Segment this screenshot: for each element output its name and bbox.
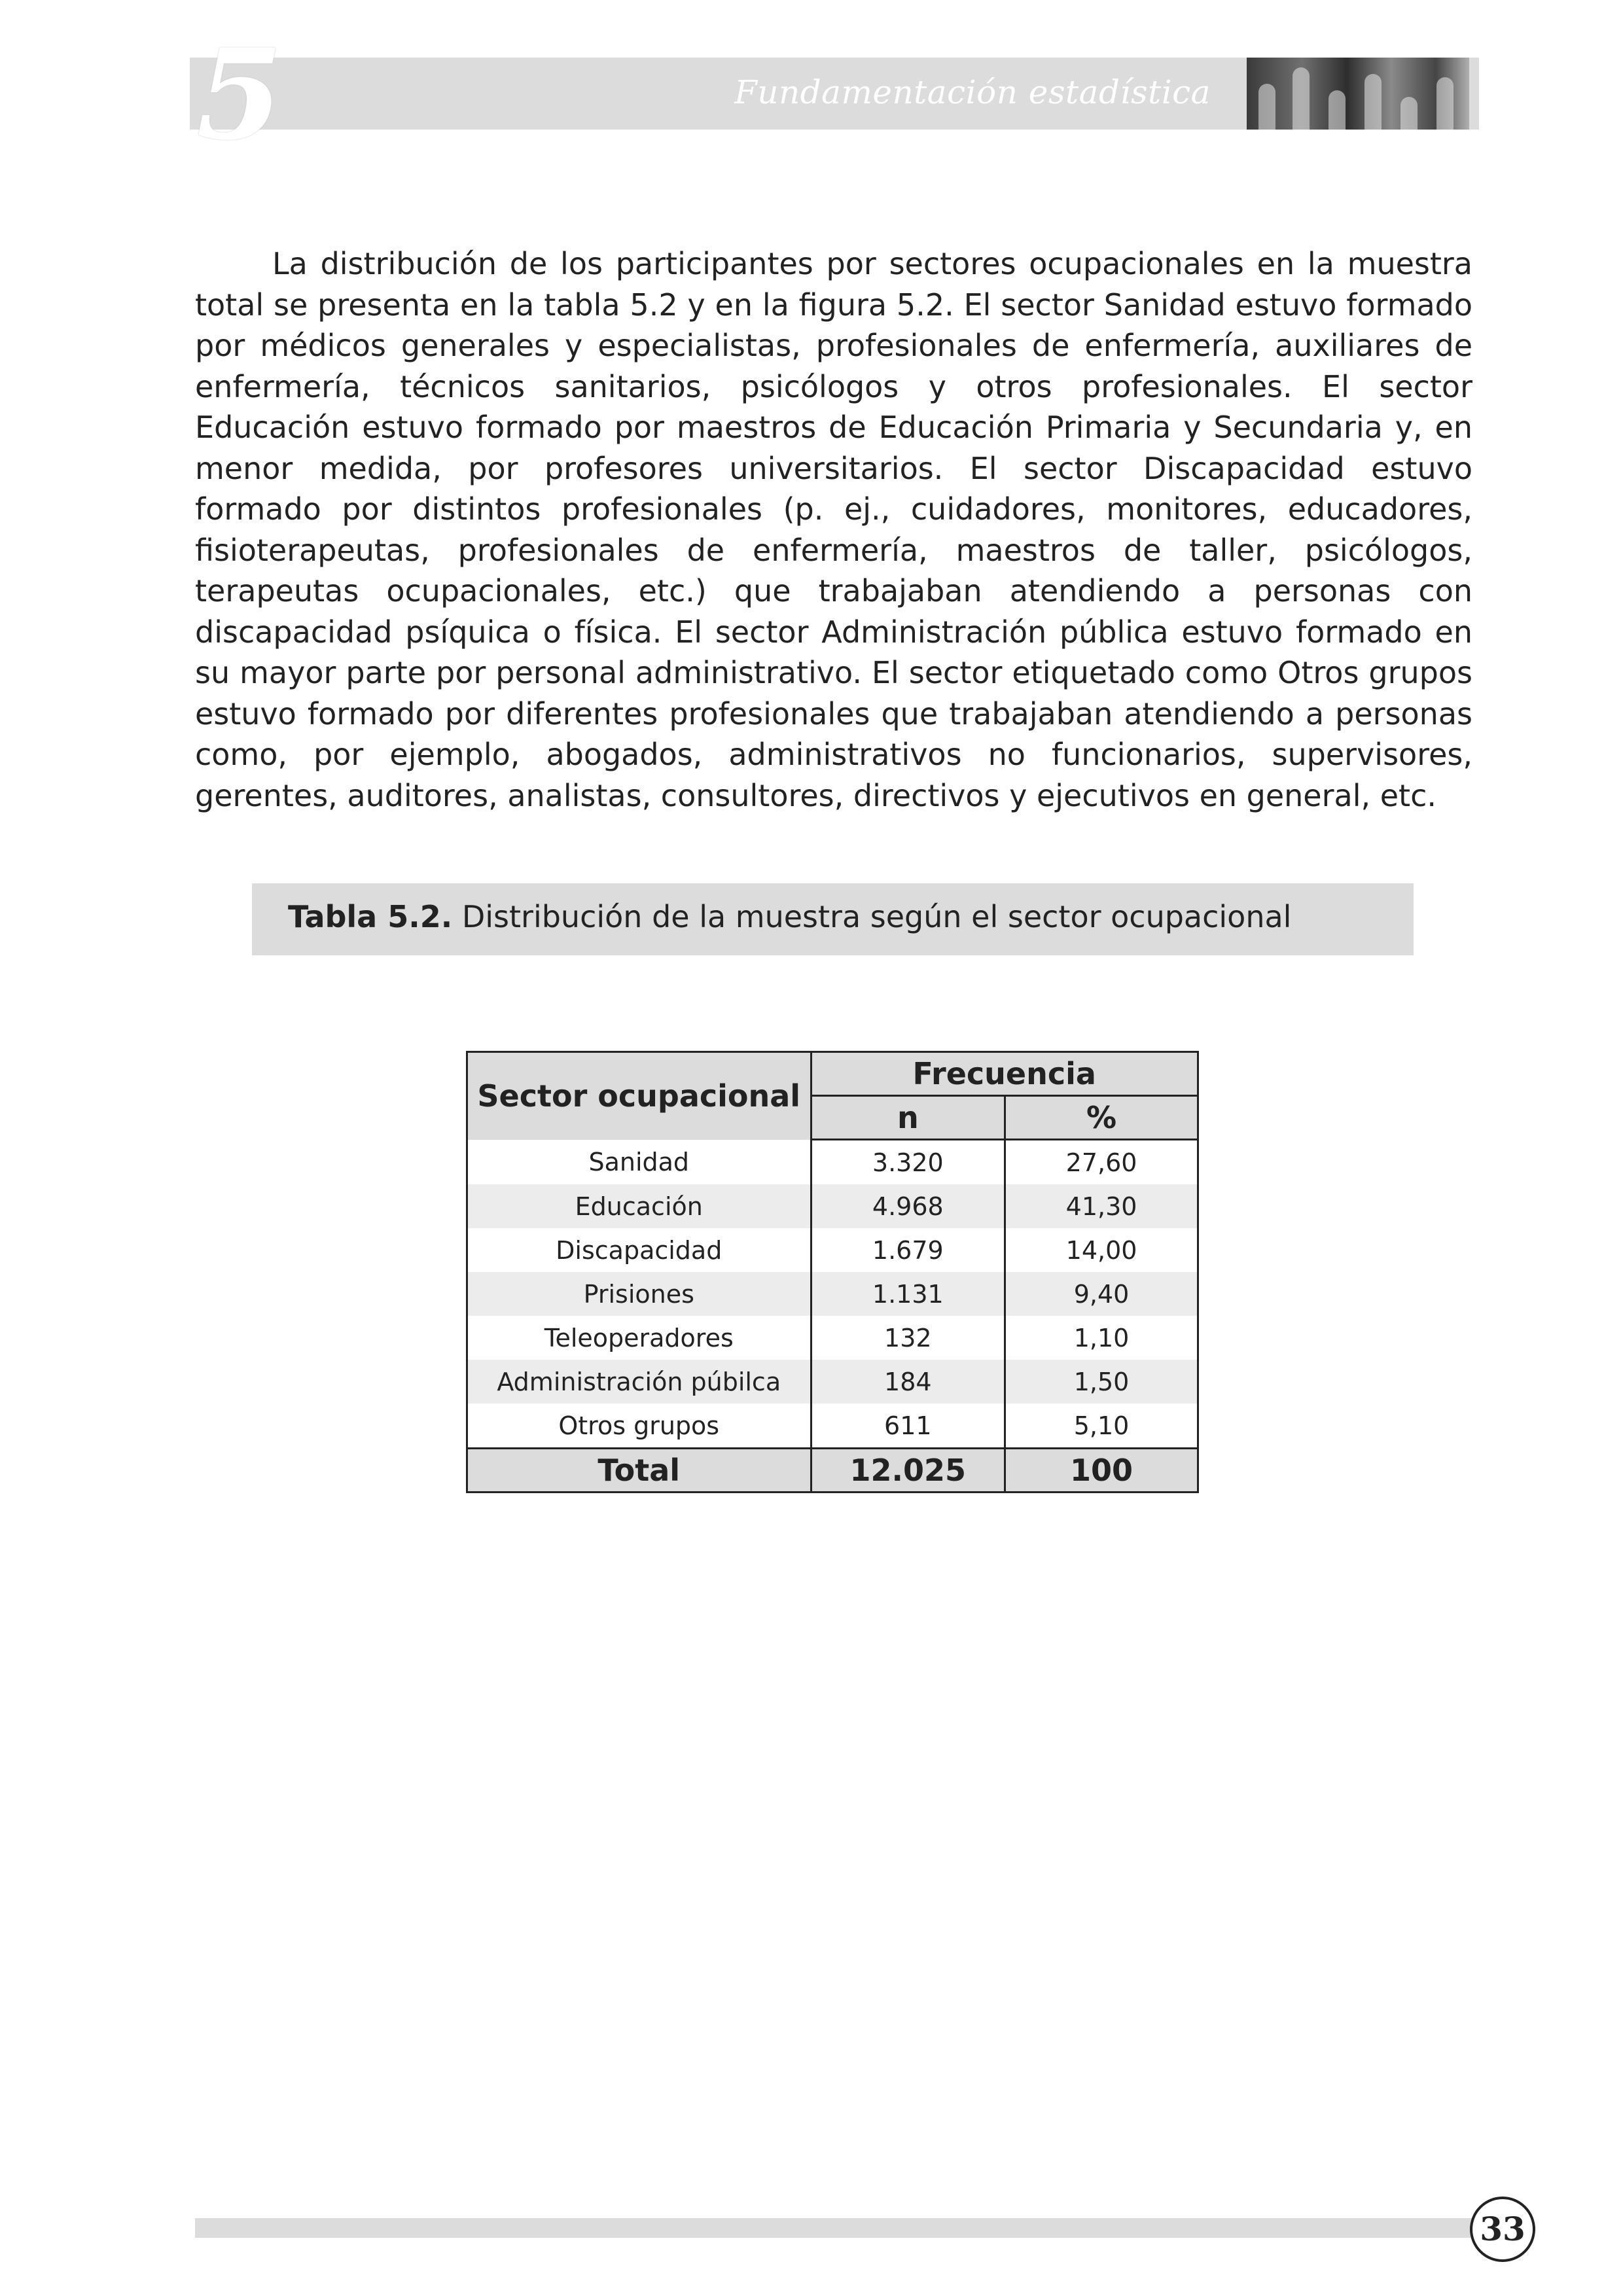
page-number: 33 (1470, 2197, 1535, 2262)
total-label: Total (467, 1449, 812, 1492)
cell-n: 184 (811, 1360, 1005, 1404)
cell-pct: 9,40 (1005, 1272, 1198, 1316)
cell-n: 4.968 (811, 1184, 1005, 1228)
table-caption-bar (252, 883, 1414, 955)
cell-n: 611 (811, 1404, 1005, 1449)
cell-n: 3.320 (811, 1140, 1005, 1185)
cell-pct: 14,00 (1005, 1228, 1198, 1272)
header-frequency: Frecuencia (811, 1052, 1198, 1096)
cell-sector: Administración púbilca (467, 1360, 812, 1404)
table-row (467, 1272, 1198, 1316)
cell-pct: 5,10 (1005, 1404, 1198, 1449)
cell-sector: Prisiones (467, 1272, 812, 1316)
table-header-row (467, 1052, 1198, 1096)
footer-band (195, 2218, 1484, 2238)
cell-pct: 41,30 (1005, 1184, 1198, 1228)
cell-pct: 1,10 (1005, 1316, 1198, 1360)
header-sector: Sector ocupacional (467, 1052, 812, 1140)
cell-pct: 1,50 (1005, 1360, 1198, 1404)
header-title: Fundamentación estadística (734, 73, 1211, 111)
cell-sector: Teleoperadores (467, 1316, 812, 1360)
body-paragraph: La distribución de los participantes por sectores ocupacionales en la muestra total se presenta en la tabla 5.2 y en la figura 5.2. El sector Sanidad estuvo formado por médicos generales y especialistas, profesionales de enfermería, auxiliares de enfermería, técnicos sanitarios, psicólogos y otros profesionales. El sector Educación estuvo formado por maestros de Educación Primaria y Secundaria y, en menor medida, por profesores universitarios. El sector Discapacidad estuvo formado por distintos profesionales (p. ej., cuidadores, monitores, educadores, fisioterapeutas, profesionales de enfermería, maestros de taller, psicólogos, terapeutas ocupacionales, etc.) que trabajaban atendiendo a personas con discapacidad psíquica o física. El sector Administración pública estuvo formado en su mayor parte por personal administrativo. El sector etiquetado como Otros grupos estuvo formado por diferentes profesionales que trabajaban atendiendo a personas como, por ejemplo, abogados, administrativos no funcionarios, supervisores, gerentes, auditores, analistas, consultores, directivos y ejecutivos en general, etc. (195, 246, 1472, 813)
cell-sector: Sanidad (467, 1140, 812, 1185)
table-row (467, 1316, 1198, 1360)
table-caption (288, 899, 1291, 934)
table-row (467, 1140, 1198, 1185)
table-row (467, 1404, 1198, 1449)
header-n: n (811, 1096, 1005, 1140)
header-photo-image (1247, 58, 1469, 130)
total-n: 12.025 (811, 1449, 1005, 1492)
cell-n: 132 (811, 1316, 1005, 1360)
total-pct: 100 (1005, 1449, 1198, 1492)
cell-n: 1.679 (811, 1228, 1005, 1272)
cell-pct: 27,60 (1005, 1140, 1198, 1185)
cell-sector: Discapacidad (467, 1228, 812, 1272)
cell-sector: Otros grupos (467, 1404, 812, 1449)
cell-sector: Educación (467, 1184, 812, 1228)
table-caption-label: Tabla 5.2. (288, 899, 453, 934)
sector-frequency-table (466, 1051, 1199, 1493)
table-row (467, 1184, 1198, 1228)
cell-n: 1.131 (811, 1272, 1005, 1316)
chapter-number: 5 (196, 22, 283, 168)
header-pct: % (1005, 1096, 1198, 1140)
table-total-row (467, 1449, 1198, 1492)
table-row (467, 1360, 1198, 1404)
table-caption-text: Distribución de la muestra según el sector ocupacional (452, 899, 1292, 934)
table-row (467, 1228, 1198, 1272)
